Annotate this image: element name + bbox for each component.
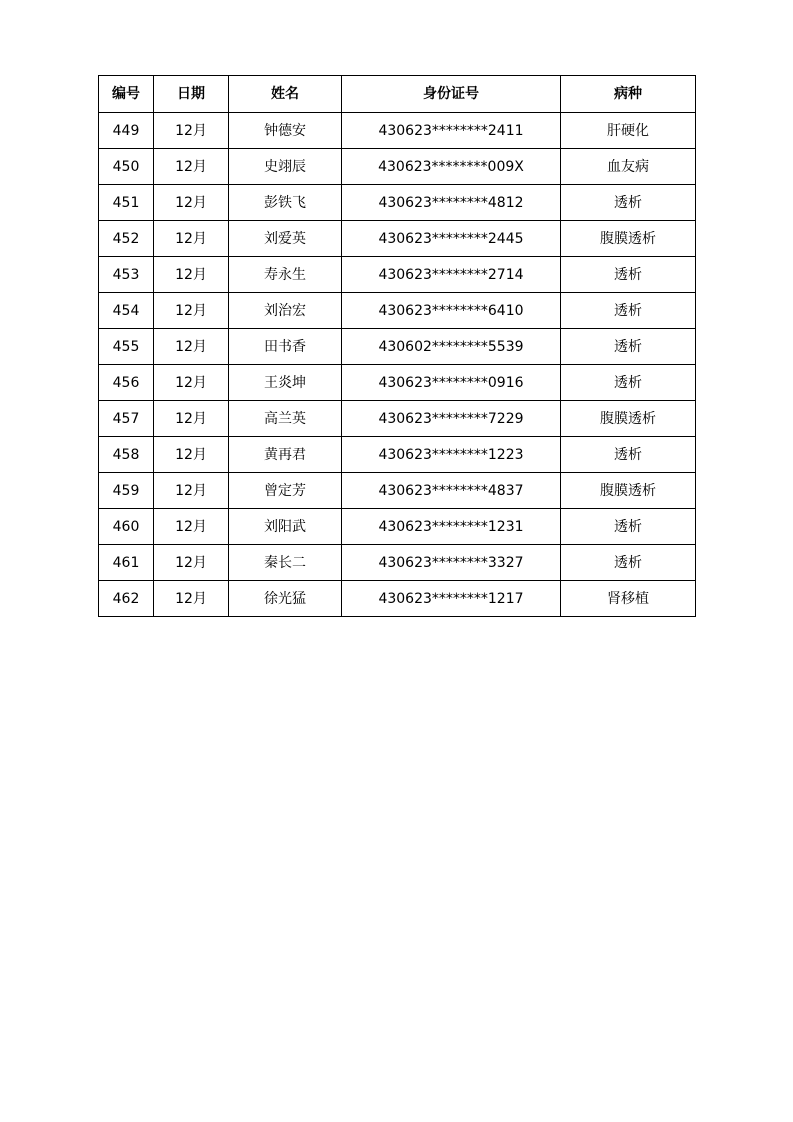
- header-row: [99, 76, 696, 113]
- table-header: [99, 76, 696, 113]
- cell-name: 高兰英: [229, 401, 342, 437]
- cell-number: 461: [99, 545, 154, 581]
- cell-name: 王炎坤: [229, 365, 342, 401]
- cell-disease: 肾移植: [561, 581, 696, 617]
- cell-number: 456: [99, 365, 154, 401]
- cell-number: 460: [99, 509, 154, 545]
- cell-name: 寿永生: [229, 257, 342, 293]
- cell-number: 449: [99, 113, 154, 149]
- cell-disease: 透析: [561, 293, 696, 329]
- cell-number: 451: [99, 185, 154, 221]
- table-row: [99, 329, 696, 365]
- cell-date: 12月: [154, 257, 229, 293]
- cell-disease: 血友病: [561, 149, 696, 185]
- cell-date: 12月: [154, 509, 229, 545]
- cell-disease: 透析: [561, 545, 696, 581]
- cell-name: 史翊辰: [229, 149, 342, 185]
- cell-name: 刘阳武: [229, 509, 342, 545]
- table-row: [99, 113, 696, 149]
- cell-id-number: 430623********4837: [342, 473, 561, 509]
- cell-id-number: 430623********4812: [342, 185, 561, 221]
- cell-disease: 透析: [561, 437, 696, 473]
- cell-id-number: 430623********009X: [342, 149, 561, 185]
- cell-number: 462: [99, 581, 154, 617]
- table-row: [99, 581, 696, 617]
- header-cell-date: 日期: [154, 76, 229, 113]
- cell-disease: 透析: [561, 509, 696, 545]
- cell-date: 12月: [154, 329, 229, 365]
- header-cell-id-number: 身份证号: [342, 76, 561, 113]
- cell-disease: 腹膜透析: [561, 401, 696, 437]
- records-table: [98, 75, 696, 617]
- cell-date: 12月: [154, 545, 229, 581]
- cell-disease: 透析: [561, 329, 696, 365]
- cell-name: 彭铁飞: [229, 185, 342, 221]
- table-row: [99, 365, 696, 401]
- cell-number: 455: [99, 329, 154, 365]
- table-row: [99, 437, 696, 473]
- cell-name: 钟德安: [229, 113, 342, 149]
- cell-id-number: 430623********0916: [342, 365, 561, 401]
- cell-name: 田书香: [229, 329, 342, 365]
- cell-disease: 透析: [561, 257, 696, 293]
- table-row: [99, 221, 696, 257]
- cell-number: 458: [99, 437, 154, 473]
- cell-disease: 肝硬化: [561, 113, 696, 149]
- table-row: [99, 473, 696, 509]
- cell-disease: 腹膜透析: [561, 473, 696, 509]
- cell-name: 秦长二: [229, 545, 342, 581]
- cell-disease: 透析: [561, 185, 696, 221]
- table-row: [99, 401, 696, 437]
- cell-disease: 腹膜透析: [561, 221, 696, 257]
- table-row: [99, 293, 696, 329]
- table-row: [99, 185, 696, 221]
- table-row: [99, 545, 696, 581]
- cell-id-number: 430623********2445: [342, 221, 561, 257]
- cell-id-number: 430623********1231: [342, 509, 561, 545]
- table-body: [99, 113, 696, 617]
- cell-date: 12月: [154, 221, 229, 257]
- cell-id-number: 430623********1223: [342, 437, 561, 473]
- header-cell-name: 姓名: [229, 76, 342, 113]
- cell-date: 12月: [154, 149, 229, 185]
- cell-name: 刘爱英: [229, 221, 342, 257]
- cell-id-number: 430623********2411: [342, 113, 561, 149]
- cell-date: 12月: [154, 365, 229, 401]
- cell-name: 徐光猛: [229, 581, 342, 617]
- cell-number: 453: [99, 257, 154, 293]
- cell-date: 12月: [154, 113, 229, 149]
- cell-id-number: 430623********3327: [342, 545, 561, 581]
- cell-date: 12月: [154, 437, 229, 473]
- header-cell-disease: 病种: [561, 76, 696, 113]
- cell-id-number: 430623********1217: [342, 581, 561, 617]
- table-row: [99, 509, 696, 545]
- table-row: [99, 149, 696, 185]
- cell-disease: 透析: [561, 365, 696, 401]
- cell-number: 457: [99, 401, 154, 437]
- cell-date: 12月: [154, 293, 229, 329]
- cell-name: 刘治宏: [229, 293, 342, 329]
- cell-id-number: 430623********2714: [342, 257, 561, 293]
- cell-number: 459: [99, 473, 154, 509]
- cell-name: 曾定芳: [229, 473, 342, 509]
- cell-id-number: 430623********6410: [342, 293, 561, 329]
- cell-date: 12月: [154, 401, 229, 437]
- table-row: [99, 257, 696, 293]
- cell-id-number: 430623********7229: [342, 401, 561, 437]
- cell-number: 450: [99, 149, 154, 185]
- cell-date: 12月: [154, 185, 229, 221]
- cell-name: 黄再君: [229, 437, 342, 473]
- cell-date: 12月: [154, 473, 229, 509]
- cell-number: 454: [99, 293, 154, 329]
- cell-number: 452: [99, 221, 154, 257]
- header-cell-number: 编号: [99, 76, 154, 113]
- cell-date: 12月: [154, 581, 229, 617]
- cell-id-number: 430602********5539: [342, 329, 561, 365]
